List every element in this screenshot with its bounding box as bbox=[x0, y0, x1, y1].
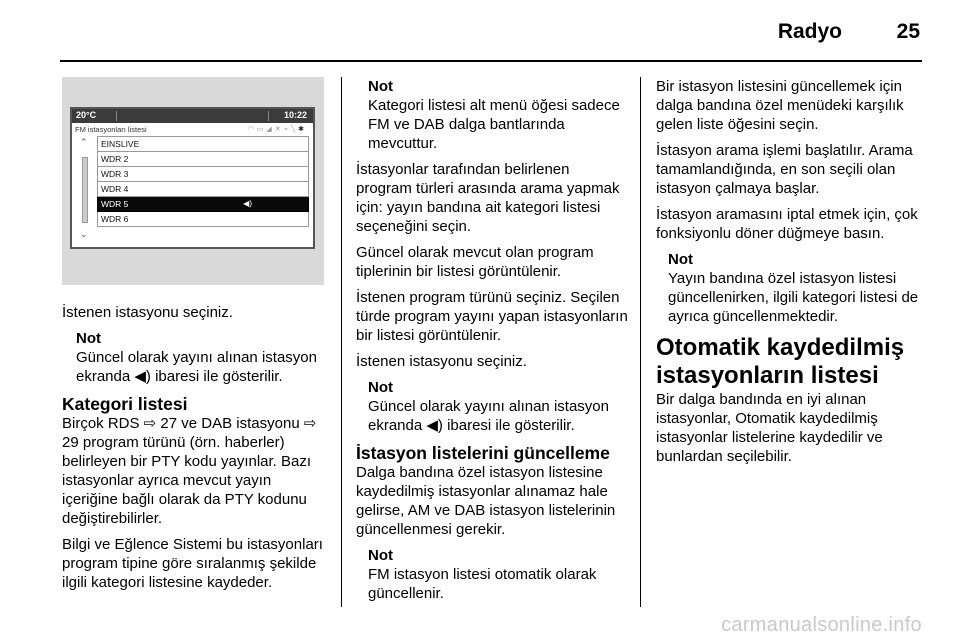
speaker-icon: ◀) bbox=[243, 199, 252, 208]
note-text: FM istasyon listesi otomatik olarak güncellenir. bbox=[368, 566, 597, 602]
note-text: Yayın bandına özel istasyon listesi güncellenirken, ilgili kategori listesi de ayrıca güncellenmektedir. bbox=[668, 270, 919, 325]
note-text: Güncel olarak yayını alınan istasyon ekranda ◀) ibaresi ile gösterilir. bbox=[76, 349, 317, 385]
shuffle-icon: ✕ bbox=[274, 126, 284, 133]
station-list-item[interactable]: WDR 6 bbox=[97, 212, 309, 227]
paragraph: Bir dalga bandında en iyi alınan istasyonlar, Otomatik kaydedilmiş istasyonlar listelerine kaydedilir ve bunlardan seçilebilir. bbox=[656, 391, 883, 465]
paragraph: İstenen istasyonu seçiniz. bbox=[62, 304, 233, 321]
page-number: 25 bbox=[896, 20, 920, 43]
note-text: Kategori listesi alt menü öğesi sadece FM ve DAB dalga bantlarında mevcuttur. bbox=[368, 97, 620, 152]
chapter-title: Radyo bbox=[777, 20, 842, 43]
station-list-item[interactable]: WDR 3 bbox=[97, 167, 309, 182]
station-list-item-selected[interactable]: WDR 5 ◀) bbox=[97, 197, 309, 212]
note-box bbox=[668, 250, 924, 326]
status-separator bbox=[116, 111, 117, 121]
note-label: Not bbox=[368, 547, 393, 564]
header-divider bbox=[60, 60, 922, 62]
signal-icon: ◢ bbox=[266, 126, 275, 133]
bluetooth-icon: ✱ bbox=[298, 126, 307, 133]
note-label: Not bbox=[368, 379, 393, 396]
scrollbar[interactable] bbox=[82, 157, 88, 223]
note-box bbox=[368, 378, 628, 435]
paragraph: İstenen program türünü seçiniz. Seçilen türde program yayını yapan istasyonların bir listesi görüntülenir. bbox=[356, 289, 628, 344]
station-list-item[interactable]: EINSLIVE bbox=[97, 136, 309, 152]
column-divider-2 bbox=[640, 77, 641, 607]
column-divider-1 bbox=[341, 77, 342, 607]
section-heading-major: Otomatik kaydedilmiş istasyonların listesi bbox=[656, 334, 905, 389]
paragraph: İstasyon aramasını iptal etmek için, çok fonksiyonlu döner düğmeye basın. bbox=[656, 206, 918, 242]
paragraph: Birçok RDS ⇨ 27 ve DAB istasyonu ⇨ 29 program türünü (örn. haberler) belirleyen bir PTY kodu yayınlar. Bazı istasyonlar ayrıca mevcut yayın içeriğine bağlı olarak da PTY kodunu değiştirebilirler. bbox=[62, 415, 317, 527]
column-3 bbox=[656, 77, 924, 473]
station-list bbox=[97, 136, 309, 227]
page-footer bbox=[0, 614, 960, 642]
section-heading: İstasyon listelerini güncelleme bbox=[356, 443, 610, 463]
column-1 bbox=[62, 303, 330, 599]
section-heading: Kategori listesi bbox=[62, 394, 188, 414]
paragraph: İstenen istasyonu seçiniz. bbox=[356, 353, 527, 370]
note-text: Güncel olarak yayını alınan istasyon ekranda ◀) ibaresi ile gösterilir. bbox=[368, 398, 609, 434]
clock-readout: 10:22 bbox=[283, 110, 307, 120]
station-list-item[interactable]: WDR 2 bbox=[97, 152, 309, 167]
watermark: carmanualsonline.info bbox=[721, 614, 922, 636]
status-icons bbox=[248, 125, 307, 133]
note-box bbox=[368, 546, 628, 603]
column-2 bbox=[356, 77, 628, 610]
paragraph: İstasyonlar tarafından belirlenen program türleri arasında arama yapmak için: yayın bandına ait kategori listesi seçeneğini seçin. bbox=[356, 161, 620, 235]
scroll-up-icon[interactable]: ⌃ bbox=[80, 137, 88, 147]
screen-title: FM istasyonları listesi bbox=[75, 125, 147, 134]
station-list-item[interactable]: WDR 4 bbox=[97, 182, 309, 197]
temperature-readout: 20°C bbox=[76, 110, 97, 120]
note-box bbox=[368, 77, 628, 153]
page-header bbox=[0, 0, 960, 60]
tag-icon: ▭ bbox=[256, 126, 267, 133]
phone-icon: ╲ bbox=[290, 126, 299, 133]
status-separator bbox=[268, 111, 269, 121]
paragraph: İstasyon arama işlemi başlatılır. Arama tamamlandığında, en son seçili olan istasyon çalmaya başlar. bbox=[656, 142, 913, 197]
note-label: Not bbox=[368, 78, 393, 95]
wifi-icon: ◠ bbox=[247, 126, 257, 133]
scroll-down-icon[interactable]: ⌄ bbox=[80, 229, 88, 239]
paragraph: Dalga bandına özel istasyon listesine kaydedilmiş istasyonlar alınamaz hale gelirse, AM ve DAB istasyon listelerinin güncellenmesi gerekir. bbox=[356, 464, 616, 538]
note-label: Not bbox=[76, 330, 101, 347]
radio-screen-illustration bbox=[62, 77, 324, 285]
paragraph: Bilgi ve Eğlence Sistemi bu istasyonları program tipine göre sıralanmış şekilde ilgili kategori listesine kaydeder. bbox=[62, 536, 323, 591]
note-box bbox=[76, 329, 330, 386]
paragraph: Güncel olarak mevcut olan program tiplerinin bir listesi görüntülenir. bbox=[356, 244, 594, 280]
note-label: Not bbox=[668, 251, 693, 268]
display-screen bbox=[70, 107, 315, 249]
link-icon: ⌁ bbox=[283, 126, 291, 133]
paragraph: Bir istasyon listesini güncellemek için dalga bandına özel menüdeki karşılık gelen liste öğesini seçin. bbox=[656, 78, 904, 133]
status-bar bbox=[72, 109, 313, 123]
